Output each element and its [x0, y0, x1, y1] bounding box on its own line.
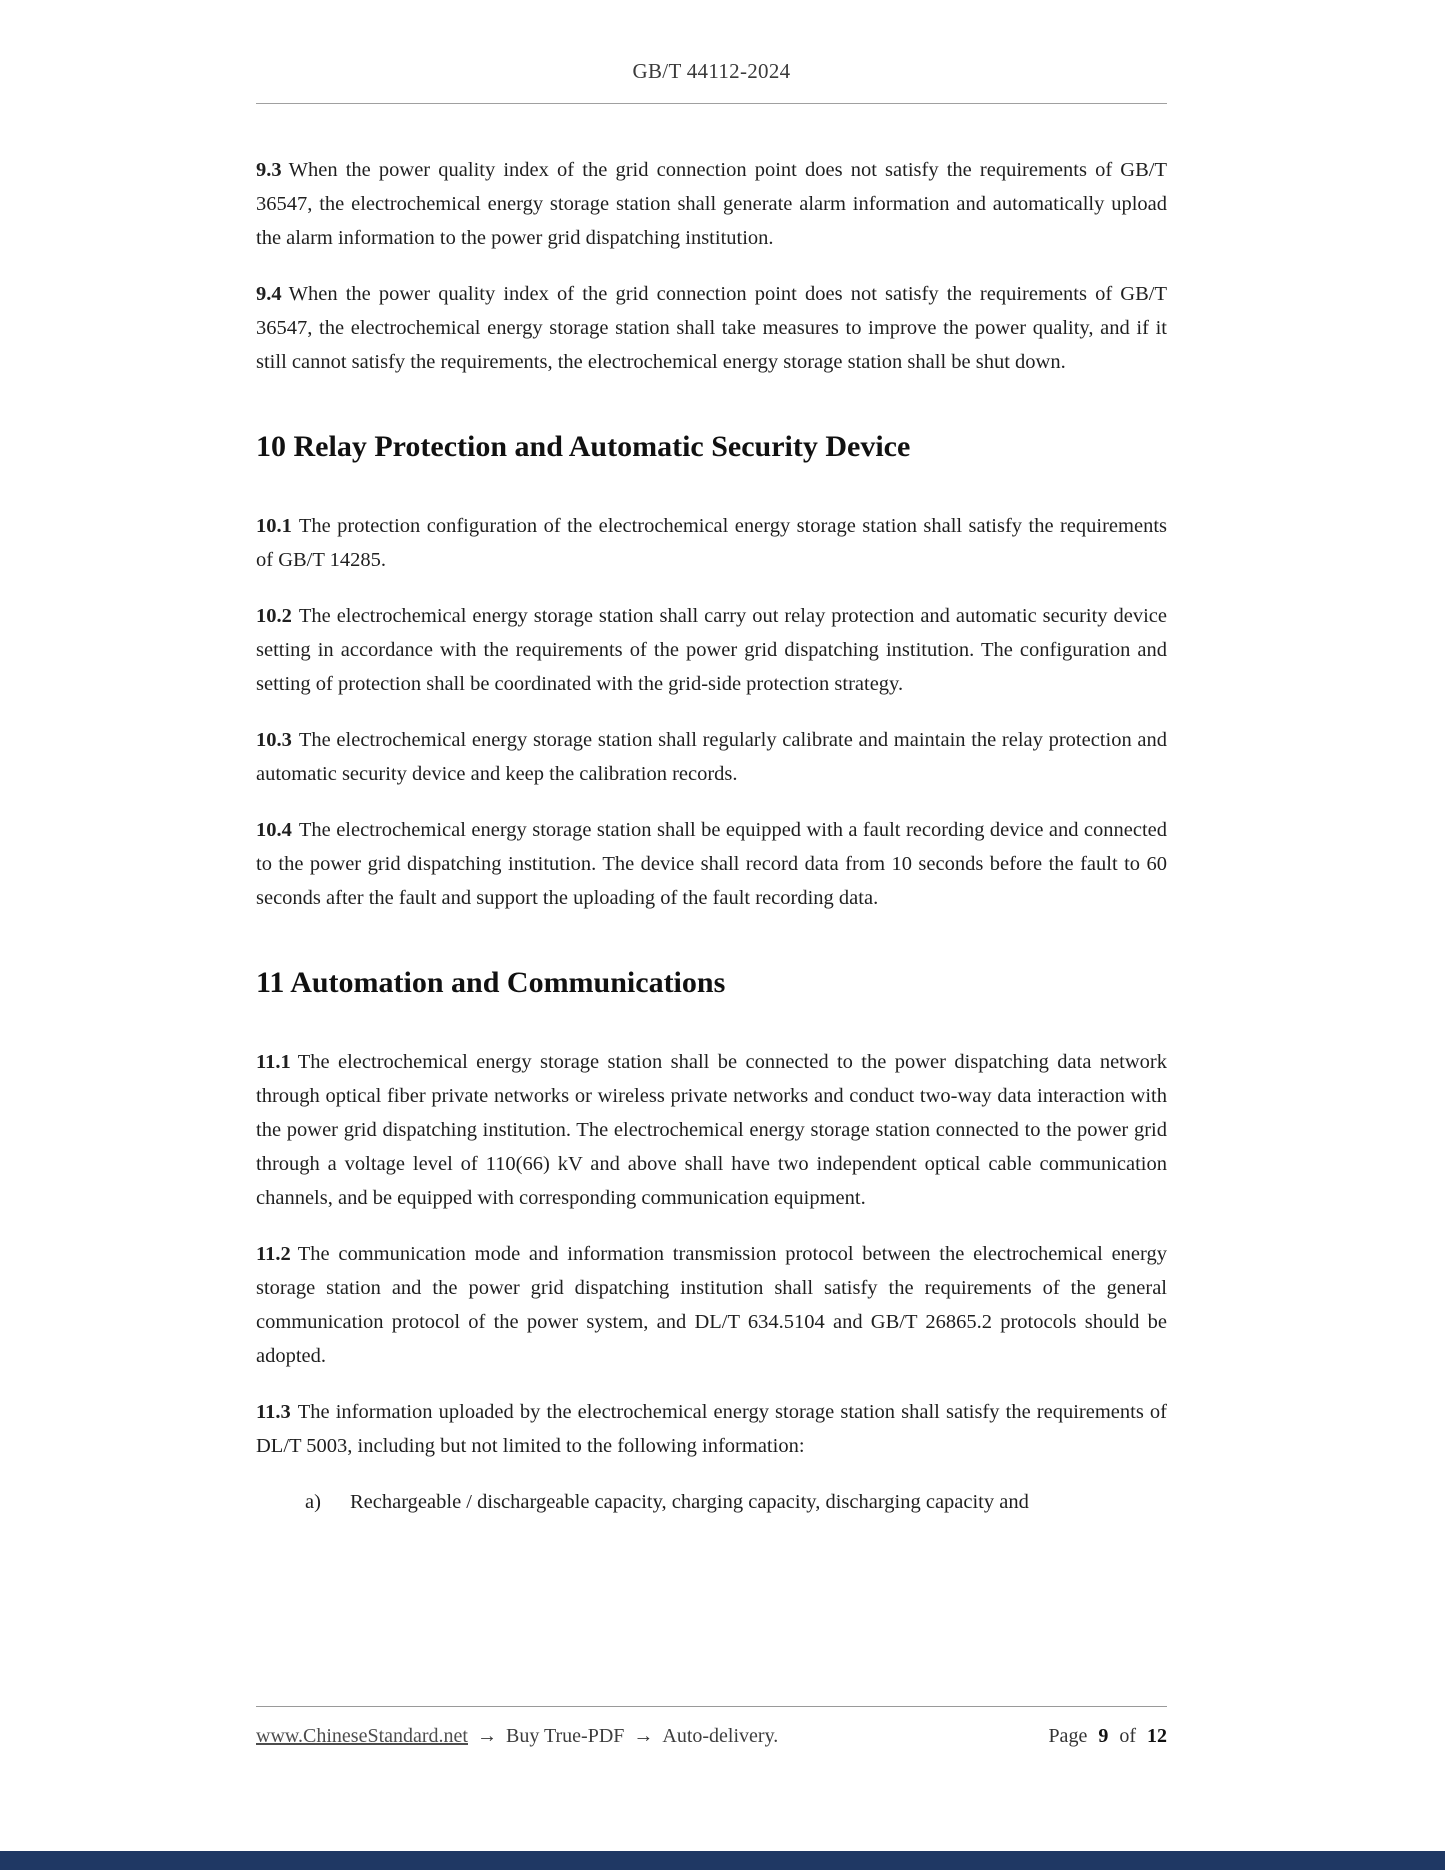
of-label: of	[1119, 1725, 1136, 1747]
paragraph-11-1	[256, 1045, 1167, 1215]
footer-left	[256, 1725, 778, 1748]
paragraph-9-4	[256, 277, 1167, 379]
clause-text-11-1: The electrochemical energy storage station shall be connected to the power dispatching data network through optical fiber private networks or wireless private networks and conduct two-way data interaction with the power grid dispatching institution. The electrochemical energy storage station connected to the power grid through a voltage level of 110(66) kV and above shall have two independent optical cable communication channels, and be equipped with corresponding communication equipment.	[256, 1051, 1167, 1209]
bottom-bar	[0, 1851, 1445, 1870]
clause-number-11-3: 11.3	[256, 1401, 291, 1423]
arrow-right-icon: →	[477, 1725, 497, 1747]
page-number: 9	[1098, 1725, 1109, 1747]
paragraph-11-3	[256, 1395, 1167, 1463]
arrow-right-icon: →	[633, 1725, 654, 1747]
clause-text-10-4: The electrochemical energy storage station shall be equipped with a fault recording device and connected to the power grid dispatching institution. The device shall record data from 10 seconds before the fault to 60 seconds after the fault and support the uploading of the fault recording data.	[256, 819, 1167, 909]
list-text-a: Rechargeable / dischargeable capacity, charging capacity, discharging capacity and	[350, 1491, 1029, 1513]
page-footer	[256, 1706, 1167, 1748]
clause-number-11-1: 11.1	[256, 1051, 291, 1073]
paragraph-11-2	[256, 1237, 1167, 1373]
site-link[interactable]: www.ChineseStandard.net	[256, 1725, 468, 1747]
paragraph-10-2	[256, 599, 1167, 701]
section-heading-10: 10 Relay Protection and Automatic Security Device	[256, 430, 911, 463]
document-number: GB/T 44112-2024	[632, 59, 791, 83]
clause-number-10-4: 10.4	[256, 819, 292, 841]
section-heading-11: 11 Automation and Communications	[256, 966, 726, 999]
clause-number-10-2: 10.2	[256, 605, 292, 627]
footer-buy-text: Buy True-PDF	[506, 1725, 625, 1747]
clause-number-11-2: 11.2	[256, 1243, 291, 1265]
paragraph-10-1	[256, 509, 1167, 577]
clause-number-10-1: 10.1	[256, 515, 292, 537]
paragraph-10-4	[256, 813, 1167, 915]
list-marker-a: a)	[305, 1491, 321, 1513]
clause-text-11-3: The information uploaded by the electrochemical energy storage station shall satisfy the requirements of DL/T 5003, including but not limited to the following information:	[256, 1401, 1167, 1457]
document-body	[256, 153, 1167, 1519]
clause-text-9-3: When the power quality index of the grid connection point does not satisfy the requirements of GB/T 36547, the electrochemical energy storage station shall generate alarm information and automatically upload the alarm information to the power grid dispatching institution.	[256, 159, 1167, 249]
list-item-a	[256, 1485, 1167, 1519]
paragraph-10-3	[256, 723, 1167, 791]
clause-number-9-3: 9.3	[256, 159, 282, 181]
page-indicator	[1048, 1725, 1167, 1748]
clause-text-11-2: The communication mode and information transmission protocol between the electrochemical energy storage station and the power grid dispatching institution shall satisfy the requirements of the general communication protocol of the power system, and DL/T 634.5104 and GB/T 26865.2 protocols should be adopted.	[256, 1243, 1167, 1367]
clause-text-9-4: When the power quality index of the grid connection point does not satisfy the requirements of GB/T 36547, the electrochemical energy storage station shall take measures to improve the power quality, and if it still cannot satisfy the requirements, the electrochemical energy storage station shall be shut down.	[256, 283, 1167, 373]
clause-text-10-3: The electrochemical energy storage station shall regularly calibrate and maintain the relay protection and automatic security device and keep the calibration records.	[256, 729, 1167, 785]
page-label: Page	[1048, 1725, 1088, 1747]
clause-text-10-2: The electrochemical energy storage station shall carry out relay protection and automatic security device setting in accordance with the requirements of the power grid dispatching institution. The configuration and setting of protection shall be coordinated with the grid-side protection strategy.	[256, 605, 1167, 695]
page-header	[256, 58, 1167, 104]
clause-number-10-3: 10.3	[256, 729, 292, 751]
paragraph-9-3	[256, 153, 1167, 255]
clause-number-9-4: 9.4	[256, 283, 282, 305]
clause-text-10-1: The protection configuration of the electrochemical energy storage station shall satisfy the requirements of GB/T 14285.	[256, 515, 1167, 571]
footer-delivery-text: Auto-delivery.	[662, 1725, 779, 1747]
total-pages: 12	[1147, 1725, 1167, 1747]
